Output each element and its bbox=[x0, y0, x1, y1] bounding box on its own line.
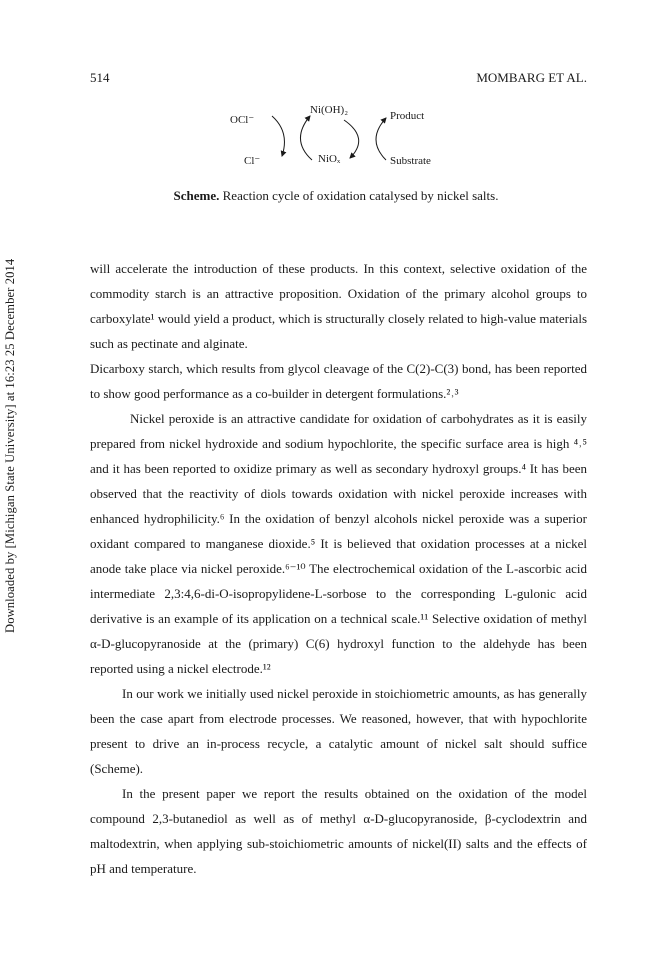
body-text bbox=[90, 256, 587, 881]
caption-label: Scheme. bbox=[173, 188, 220, 203]
paragraph-2: Dicarboxy starch, which results from glycol cleavage of the C(2)-C(3) bond, has been reported to show good performance as a co-builder in detergent formulations.²˒³ bbox=[90, 361, 587, 401]
label-nickel-hydroxide: Ni(OH)₂ bbox=[310, 104, 349, 116]
paragraph-4: In our work we initially used nickel peroxide in stoichiometric amounts, as has generally been the case apart from electrode processes. We reasoned, however, that with hypochlorite present to drive an in-process recycle, a catalytic amount of nickel salt should suffice (Scheme). bbox=[90, 686, 587, 776]
label-nickel-oxide: NiOₓ bbox=[318, 153, 341, 165]
arc-nio-to-nioh bbox=[300, 116, 312, 160]
paragraph-5: In the present paper we report the results obtained on the oxidation of the model compound 2,3-butanediol as well as of methyl α-D-glucopyranoside, β-cyclodextrin and maltodextrin, when applying sub-stoichiometric amounts of nickel(II) salts and the effects of pH and temperature. bbox=[90, 786, 587, 876]
paragraph-1: will accelerate the introduction of these products. In this context, selective oxidation of the commodity starch is an attractive proposition. Oxidation of the primary alcohol groups to carboxylate¹ would yield a product, which is structurally closely related to high-value materials such as pectinate and alginate. bbox=[90, 261, 587, 351]
download-watermark: Downloaded by [Michigan State University] at 16:23 25 December 2014 bbox=[3, 258, 17, 633]
caption-text: Reaction cycle of oxidation catalysed by nickel salts. bbox=[219, 188, 499, 203]
arc-substrate-to-product bbox=[376, 118, 386, 160]
label-hypochlorite: OCl⁻ bbox=[230, 114, 255, 126]
running-title: MOMBARG ET AL. bbox=[476, 70, 587, 85]
arc-nioh-to-niox bbox=[344, 120, 359, 158]
running-header bbox=[90, 70, 587, 86]
scheme-caption bbox=[0, 188, 672, 204]
arc-ocl-to-cl bbox=[272, 116, 284, 156]
label-product: Product bbox=[390, 110, 425, 122]
page-number: 514 bbox=[90, 70, 110, 85]
paragraph-3: Nickel peroxide is an attractive candidate for oxidation of carbohydrates as it is easily prepared from nickel hydroxide and sodium hypochlorite, the specific surface area is high ⁴˒⁵ and it has been reported to oxidize primary as well as secondary hydroxyl groups.⁴ It has been observed that the reactivity of diols towards oxidation with nickel peroxide increases with enhanced hydrophilicity.⁶ In the oxidation of benzyl alcohols nickel peroxide was a superior oxidant compared to manganese dioxide.⁵ It is believed that oxidation processes at a nickel anode take place via nickel peroxide.⁶⁻¹⁰ The electrochemical oxidation of the L-ascorbic acid intermediate 2,3:4,6-di-O-isopropylidene-L-sorbose to the corresponding L-gulonic acid derivative is an example of its application on a technical scale.¹¹ Selective oxidation of methyl α-D-glucopyranoside at the (primary) C(6) hydroxyl function to the aldehyde has been reported using a nickel electrode.¹² bbox=[90, 411, 587, 676]
label-chloride: Cl⁻ bbox=[244, 155, 261, 167]
reaction-scheme bbox=[190, 100, 490, 180]
label-substrate: Substrate bbox=[390, 155, 431, 167]
